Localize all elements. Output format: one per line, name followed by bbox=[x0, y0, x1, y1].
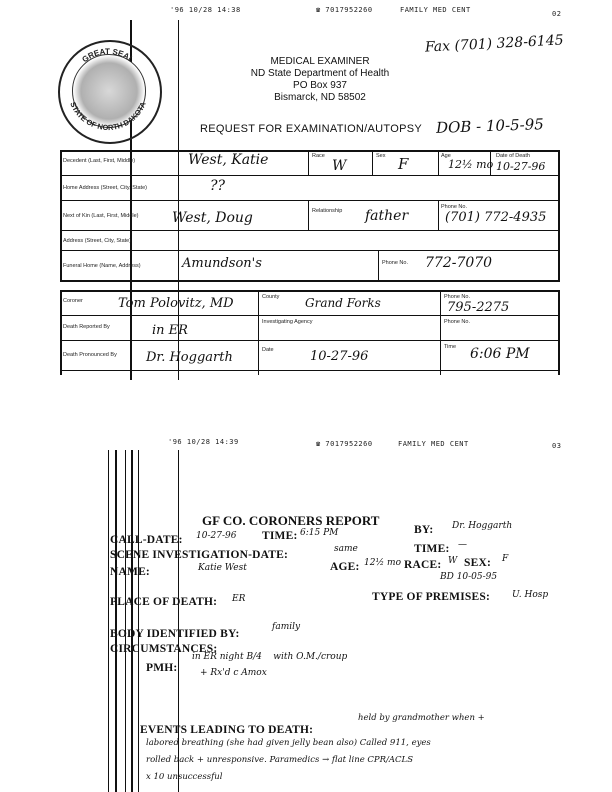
pmh-line-1: in ER night B/4 with O.M./croup bbox=[192, 652, 348, 662]
by-label: BY: bbox=[414, 524, 434, 536]
form-rule bbox=[60, 315, 560, 316]
funeral-home-label: Funeral Home (Name, Address) bbox=[63, 263, 141, 269]
fax-number: ☎ 7017952260 bbox=[316, 440, 373, 448]
call-date-value: 10-27-96 bbox=[196, 531, 237, 541]
fax-streak bbox=[115, 450, 117, 792]
fax-sender: FAMILY MED CENT bbox=[400, 6, 471, 14]
sex-label: SEX: bbox=[464, 557, 492, 569]
form-rule bbox=[60, 290, 62, 375]
form-rule bbox=[308, 200, 309, 230]
time-label: Time bbox=[444, 344, 457, 350]
sex-value: F bbox=[502, 554, 509, 564]
svg-text:STATE OF NORTH DAKOTA bbox=[68, 100, 148, 132]
call-time-value: 6:15 PM bbox=[300, 528, 339, 538]
form-rule bbox=[558, 290, 560, 375]
race-label: RACE: bbox=[404, 559, 442, 571]
funeral-phone-value: 772-7070 bbox=[425, 255, 493, 271]
coroner-value: Tom Polovitz, MD bbox=[118, 296, 234, 311]
body-identified-value: family bbox=[272, 622, 301, 632]
next-of-kin-label: Next of Kin (Last, First, Middle) bbox=[63, 213, 139, 219]
county-label: County bbox=[262, 294, 280, 300]
form-rule bbox=[60, 150, 560, 152]
seal-top-text: GREAT SEAL bbox=[80, 46, 136, 65]
fax-datetime: '96 10/28 14:39 bbox=[168, 438, 239, 446]
fax-streak bbox=[108, 450, 109, 792]
scene-investigation-label: SCENE INVESTIGATION-DATE: bbox=[110, 549, 289, 561]
funeral-phone-label: Phone No. bbox=[382, 260, 408, 266]
agency-line-4: Bismarck, ND 58502 bbox=[274, 92, 366, 103]
events-line-3: rolled back + unresponsive. Paramedics → flat line CPR/ACLS bbox=[146, 755, 414, 765]
form-rule bbox=[438, 150, 439, 175]
form-rule bbox=[440, 290, 441, 375]
death-pronounced-value: Dr. Hoggarth bbox=[146, 350, 233, 365]
sex-value: F bbox=[398, 155, 409, 173]
nok-address-label: Address (Street, City, State) bbox=[63, 238, 132, 244]
death-reported-label: Death Reported By bbox=[63, 324, 110, 330]
decedent-label: Decedent (Last, First, Middle) bbox=[63, 158, 136, 164]
circumstances-label: CIRCUMSTANCES: bbox=[110, 643, 218, 655]
fax-streak bbox=[125, 450, 126, 792]
fax-streak bbox=[138, 450, 139, 792]
race-label: Race bbox=[312, 153, 325, 159]
fax-datetime: '96 10/28 14:38 bbox=[170, 6, 241, 14]
sex-label: Sex bbox=[376, 153, 386, 159]
race-value: W bbox=[448, 556, 458, 566]
body-identified-label: BODY IDENTIFIED BY: bbox=[110, 628, 240, 640]
form-rule bbox=[60, 150, 62, 280]
agency-line-1: MEDICAL EXAMINER bbox=[270, 56, 370, 67]
place-of-death-label: PLACE OF DEATH: bbox=[110, 596, 218, 608]
age-value: 12½ mo bbox=[364, 558, 401, 568]
fax-page-number: 02 bbox=[552, 10, 562, 18]
form-rule bbox=[60, 370, 560, 371]
by-value: Dr. Hoggarth bbox=[452, 521, 513, 531]
age-label: AGE: bbox=[330, 561, 360, 573]
relationship-label: Relationship bbox=[312, 208, 343, 214]
home-address-value: ?? bbox=[210, 178, 226, 194]
form-title: REQUEST FOR EXAMINATION/AUTOPSY bbox=[200, 123, 423, 135]
funeral-home-value: Amundson's bbox=[182, 256, 262, 271]
date-value: 10-27-96 bbox=[310, 349, 369, 364]
next-of-kin-value: West, Doug bbox=[172, 210, 253, 226]
report-title: GF CO. CORONERS REPORT bbox=[202, 513, 380, 528]
dob-note: DOB - 10-5-95 bbox=[435, 115, 545, 137]
form-rule bbox=[60, 340, 560, 341]
nok-phone-label: Phone No. bbox=[441, 204, 467, 210]
bd-value: BD 10-05-95 bbox=[440, 572, 498, 582]
events-line-2: labored breathing (she had given jelly bean also) Called 911, eyes bbox=[146, 738, 431, 748]
form-rule bbox=[60, 175, 560, 176]
events-line-4: x 10 unsuccessful bbox=[146, 772, 223, 782]
name-label: NAME: bbox=[110, 566, 150, 578]
coroner-phone-label: Phone No. bbox=[444, 294, 470, 300]
fax-sender: FAMILY MED CENT bbox=[398, 440, 469, 448]
form-rule bbox=[372, 150, 373, 175]
type-of-premises-value: U. Hosp bbox=[512, 590, 549, 600]
agency-line-3: PO Box 937 bbox=[293, 80, 347, 91]
decedent-value: West, Katie bbox=[188, 152, 269, 168]
home-address-label: Home Address (Street, City, State) bbox=[63, 185, 147, 191]
death-reported-value: in ER bbox=[152, 323, 188, 338]
time-value: 6:06 PM bbox=[470, 346, 530, 362]
form-rule bbox=[60, 230, 560, 231]
agency-phone-label: Phone No. bbox=[444, 319, 470, 325]
fax-number: ☎ 7017952260 bbox=[316, 6, 373, 14]
form-rule bbox=[60, 200, 560, 201]
form-rule bbox=[60, 290, 560, 292]
form-rule bbox=[308, 150, 309, 175]
fax-page-number: 03 bbox=[552, 442, 562, 450]
type-of-premises-label: TYPE OF PREMISES: bbox=[372, 591, 490, 603]
events-line-1: held by grandmother when + bbox=[358, 713, 485, 723]
agency-header bbox=[220, 56, 420, 104]
events-leading-label: EVENTS LEADING TO DEATH: bbox=[140, 724, 314, 736]
coroner-phone-value: 795-2275 bbox=[447, 300, 510, 315]
date-of-death-label: Date of Death bbox=[496, 153, 530, 159]
scene-time-label: TIME: bbox=[414, 543, 450, 555]
county-value: Grand Forks bbox=[305, 296, 381, 310]
age-value: 12½ mo bbox=[448, 158, 494, 171]
seal-bottom-text: STATE OF NORTH DAKOTA bbox=[68, 100, 148, 133]
death-pronounced-label: Death Pronounced By bbox=[63, 352, 117, 358]
relationship-value: father bbox=[365, 208, 409, 224]
scene-investigation-value: same bbox=[334, 544, 358, 554]
scene-time-value: — bbox=[458, 540, 467, 550]
agency-line-2: ND State Department of Health bbox=[250, 68, 390, 79]
pmh-label: PMH: bbox=[146, 662, 178, 674]
form-rule bbox=[258, 290, 259, 375]
date-label: Date bbox=[262, 347, 274, 353]
nok-phone-value: (701) 772-4935 bbox=[445, 210, 547, 225]
date-of-death-value: 10-27-96 bbox=[496, 160, 546, 173]
place-of-death-value: ER bbox=[232, 594, 246, 604]
form-rule bbox=[60, 280, 560, 282]
call-date-label: CALL-DATE: bbox=[110, 534, 183, 546]
fax-streak bbox=[131, 450, 133, 792]
form-rule bbox=[558, 150, 560, 280]
call-time-label: TIME: bbox=[262, 530, 298, 542]
svg-text:GREAT SEAL bbox=[80, 47, 135, 64]
form-rule bbox=[378, 250, 379, 280]
pmh-line-2: + Rx'd c Amox bbox=[200, 668, 267, 678]
race-value: W bbox=[332, 158, 347, 174]
investigating-agency-label: Investigating Agency bbox=[262, 319, 313, 325]
handwritten-fax-note: Fax (701) 328-6145 bbox=[424, 32, 564, 56]
name-value: Katie West bbox=[198, 563, 247, 573]
age-label: Age bbox=[441, 153, 451, 159]
form-rule bbox=[438, 200, 439, 230]
form-rule bbox=[60, 250, 560, 251]
state-seal bbox=[58, 40, 162, 144]
coroner-label: Coroner bbox=[63, 298, 83, 304]
